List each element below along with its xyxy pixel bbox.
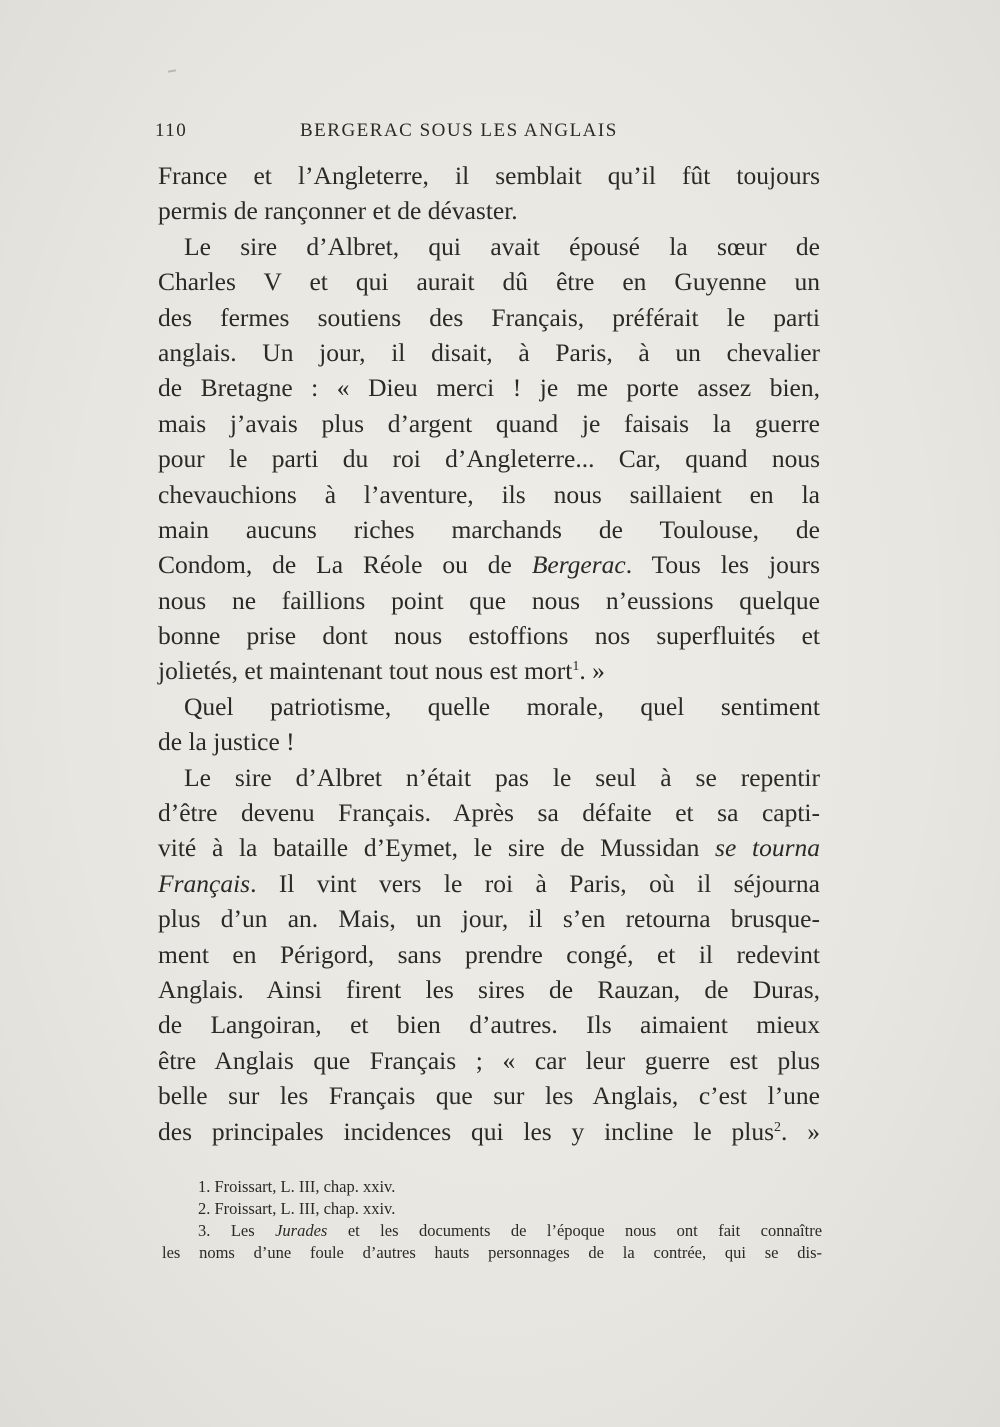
footnote-text: 3. Les xyxy=(198,1221,255,1240)
text-line: bonne prise dont nous estoffions nos superfluités et xyxy=(158,621,820,651)
text-fragment: . » xyxy=(781,1116,820,1146)
footnote-ref-1: 1 xyxy=(572,659,580,675)
text-line: d’être devenu Français. Après sa défaite et sa capti- xyxy=(158,798,820,828)
text-line: ment en Périgord, sans prendre congé, et il redevint xyxy=(158,939,820,969)
footnote-text: et les documents de l’époque nous ont fait connaître xyxy=(347,1221,823,1240)
text-line: être Anglais que Français ; « car leur guerre est plus xyxy=(158,1045,820,1075)
text-fragment: des principales incidences qui les y incline le plus xyxy=(158,1116,775,1146)
text-line: des fermes soutiens des Français, préférait le parti xyxy=(158,302,820,332)
text-line xyxy=(158,866,820,901)
text-line: main aucuns riches marchands de Toulouse, de xyxy=(158,514,820,544)
italic-place-name: Bergerac xyxy=(531,550,626,580)
text-line: anglais. Un jour, il disait, à Paris, à un chevalier xyxy=(158,337,820,367)
text-line: permis de rançonner et de dévaster. xyxy=(158,196,518,226)
footnote-3-continued: les noms d’une foule d’autres hauts personnages de la contrée, qui se dis- xyxy=(162,1243,822,1262)
footnote-text: 2. Froissart, L. III, chap. xxiv. xyxy=(198,1199,396,1218)
page-header xyxy=(155,120,835,150)
text-line: Charles V et qui aurait dû être en Guyenne un xyxy=(158,267,820,297)
footnote-1 xyxy=(162,1176,822,1198)
text-line: Quel patriotisme, quelle morale, quel sentiment xyxy=(184,691,820,721)
page-number: 110 xyxy=(155,120,188,141)
main-text xyxy=(158,158,820,1149)
text-fragment: . » xyxy=(579,656,605,686)
text-fragment: jolietés, et maintenant tout nous est mort xyxy=(158,656,573,686)
text-line: plus d’un an. Mais, un jour, il s’en retourna brusque- xyxy=(158,904,820,934)
italic-phrase: Français xyxy=(158,868,251,898)
footnote-italic: Jurades xyxy=(275,1221,328,1240)
footnote-3 xyxy=(162,1220,822,1242)
text-line: pour le parti du roi d’Angleterre... Car, quand nous xyxy=(158,444,820,474)
footnote-text: 1. Froissart, L. III, chap. xxiv. xyxy=(198,1177,396,1196)
text-fragment: Condom, de La Réole ou de xyxy=(158,550,512,580)
text-fragment: . Tous les jours xyxy=(625,550,820,580)
text-line: Le sire d’Albret, qui avait épousé la sœur de xyxy=(184,231,820,261)
text-line: Le sire d’Albret n’était pas le seul à se repentir xyxy=(184,762,820,792)
text-line: belle sur les Français que sur les Anglais, c’est l’une xyxy=(158,1081,820,1111)
text-line: mais j’avais plus d’argent quand je faisais la guerre xyxy=(158,408,820,438)
footnote-ref-2: 2 xyxy=(774,1119,782,1135)
text-line: de Langoiran, et bien d’autres. Ils aimaient mieux xyxy=(158,1010,820,1040)
text-line: Anglais. Ainsi firent les sires de Rauzan, de Duras, xyxy=(158,974,820,1004)
text-line xyxy=(158,1114,820,1149)
text-fragment: . Il vint vers le roi à Paris, où il séjourna xyxy=(250,868,820,898)
text-line: France et l’Angleterre, il semblait qu’il fût toujours xyxy=(158,161,820,190)
footnotes xyxy=(162,1176,822,1264)
footnote-2 xyxy=(162,1198,822,1220)
text-line: de Bretagne : « Dieu merci ! je me porte assez bien, xyxy=(158,373,820,403)
text-line xyxy=(158,830,820,865)
text-line: de la justice ! xyxy=(158,727,295,757)
text-line xyxy=(158,547,820,582)
text-line: nous ne faillions point que nous n’eussions quelque xyxy=(158,585,820,615)
text-fragment: vité à la bataille d’Eymet, le sire de Mussidan xyxy=(158,833,700,863)
text-line xyxy=(158,653,820,688)
running-title: BERGERAC SOUS LES ANGLAIS xyxy=(300,120,618,141)
italic-phrase: se tourna xyxy=(715,833,821,863)
page-blemish xyxy=(168,69,176,72)
text-line: chevauchions à l’aventure, ils nous saillaient en la xyxy=(158,479,820,509)
